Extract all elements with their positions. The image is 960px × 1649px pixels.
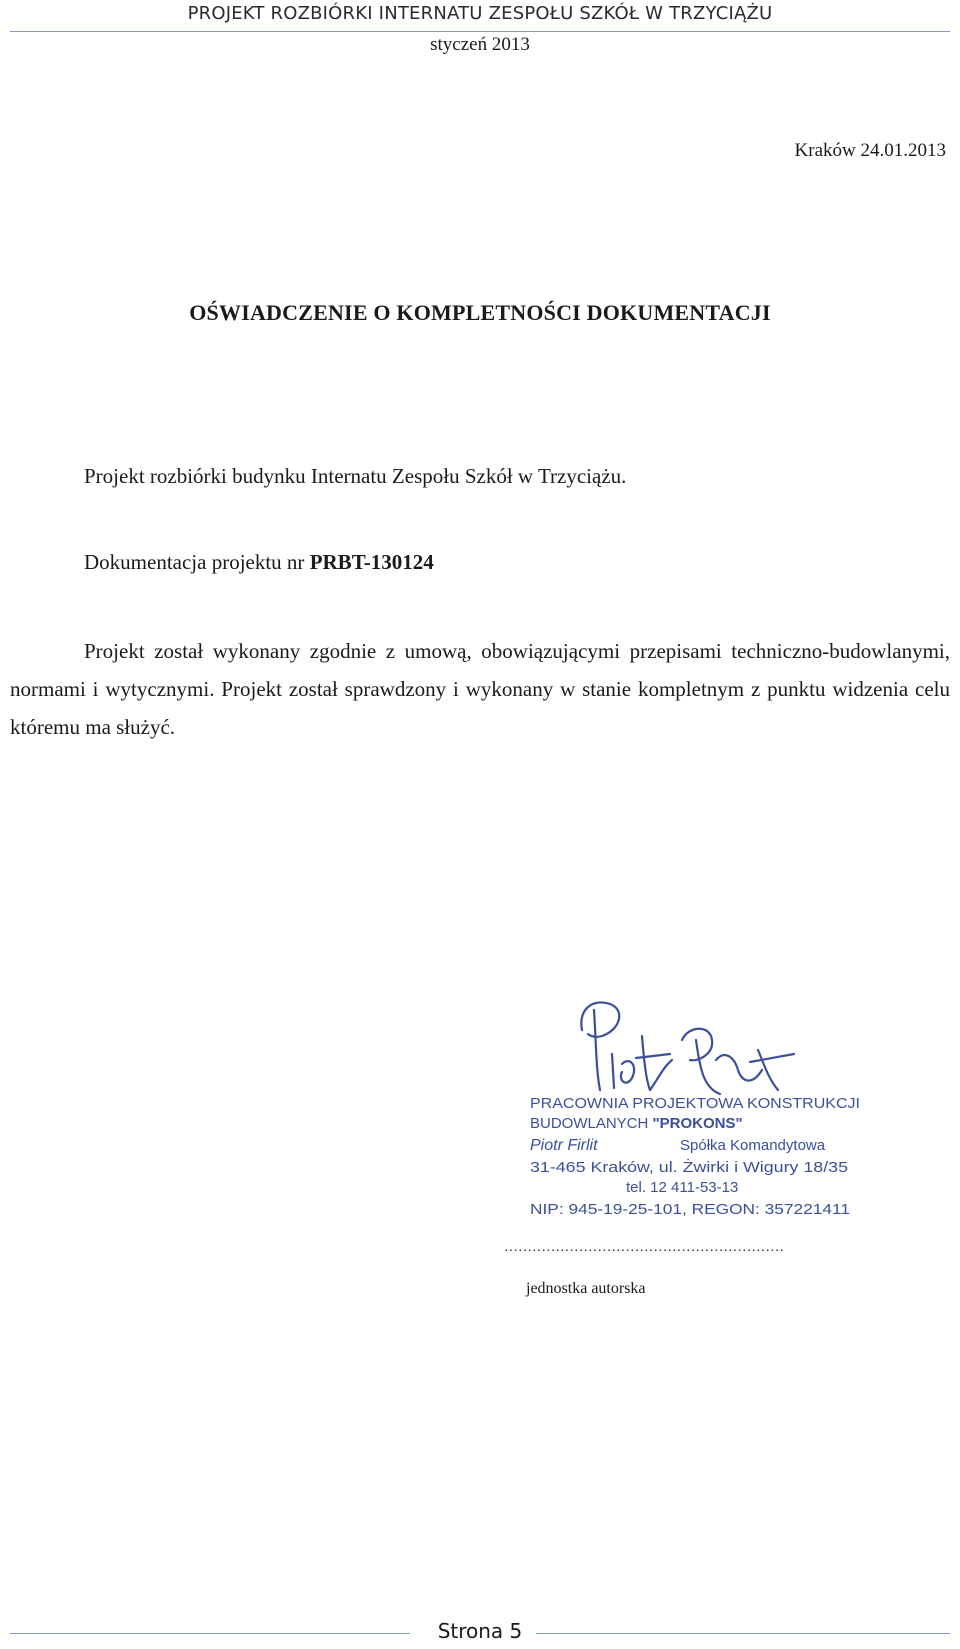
project-subject-line: Projekt rozbiórki budynku Internatu Zespołu Szkół w Trzyciążu. — [84, 464, 627, 488]
stamp-line-6: NIP: 945-19-25-101, REGON: 357221411 — [530, 1201, 850, 1218]
company-stamp — [530, 990, 890, 1230]
place-and-date: Kraków 24.01.2013 — [794, 140, 946, 161]
stamp-line-5: tel. 12 411-53-13 — [626, 1179, 739, 1196]
stamp-line-2 — [530, 1115, 743, 1132]
document-title: OŚWIADCZENIE O KOMPLETNOŚCI DOKUMENTACJI — [189, 300, 771, 325]
stamp-line-3b: Spółka Komandytowa — [680, 1137, 826, 1154]
stamp-line-1: PRACOWNIA PROJEKTOWA KONSTRUKCJI — [530, 1095, 860, 1112]
page-number: Strona 5 — [437, 1619, 523, 1643]
stamp-line-2a: BUDOWLANYCH — [530, 1115, 653, 1132]
project-number-line — [84, 550, 434, 575]
declaration-paragraph: Projekt został wykonany zgodnie z umową, obowiązującymi przepisami techniczno-budowlanymi, normami i wytycznymi. Projekt został sprawdzony i wykonany w stanie kompletnym z punktu widzenia celu któremu ma służyć. — [10, 639, 950, 739]
handwritten-signature — [581, 1002, 794, 1094]
author-caption: jednostka autorska — [526, 1280, 646, 1297]
stamp-line-2b: "PROKONS" — [652, 1115, 743, 1132]
footer-divider-right — [536, 1633, 950, 1634]
project-number-prefix: Dokumentacja projektu nr — [84, 550, 310, 574]
project-number: PRBT-130124 — [309, 550, 434, 574]
running-header-title: PROJEKT ROZBIÓRKI INTERNATU ZESPOŁU SZKÓŁ W TRZYCIĄŻU — [187, 3, 773, 24]
header-divider — [10, 31, 950, 32]
signature-dotted-line: …………………………………………………… — [504, 1240, 784, 1255]
stamp-line-4: 31-465 Kraków, ul. Żwirki i Wigury 18/35 — [530, 1159, 798, 1176]
running-header-date: styczeń 2013 — [430, 34, 530, 55]
stamp-line-3a: Piotr Firlit — [530, 1137, 598, 1154]
